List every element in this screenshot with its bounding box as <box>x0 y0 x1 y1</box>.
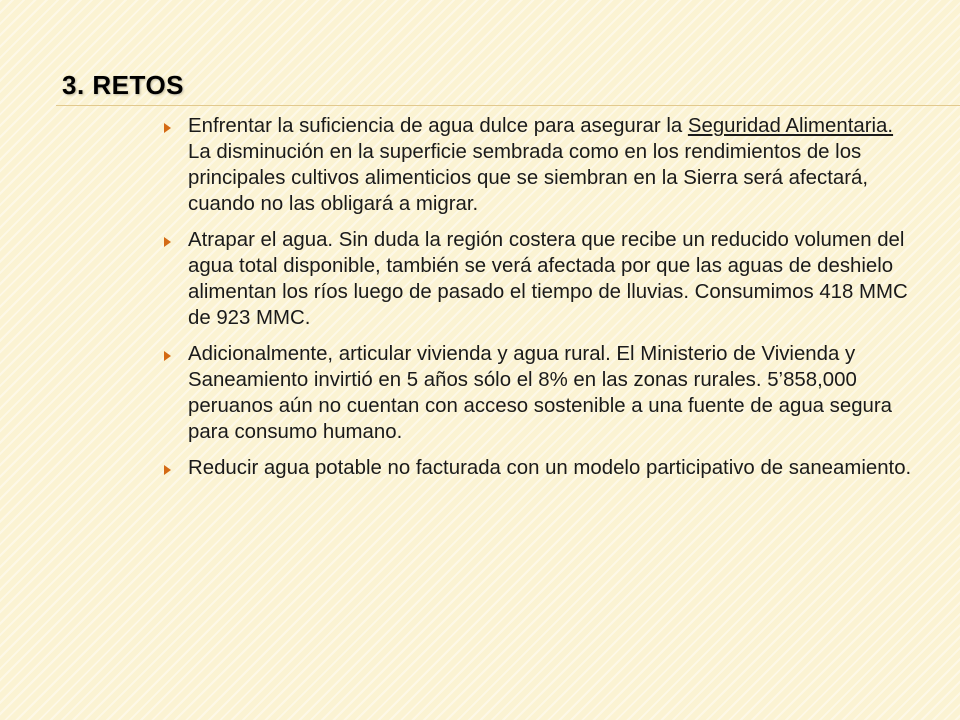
bullet-text: Enfrentar la suficiencia de agua dulce para asegurar la <box>188 115 688 137</box>
underlined-term-seguridad-alimentaria: Seguridad Alimentaria. <box>687 115 894 137</box>
bullet-arrow-icon <box>164 351 171 361</box>
bullet-text: que recibe un reducido volumen del agua total disponible, también se verá afectada por que las aguas de deshielo alimentan los ríos luego de pasado el tiempo de lluvias. Consumimos 418 MMC de 923 MMC. <box>188 229 908 329</box>
bullet-text: La disminución en la superficie sembrada como en los rendimientos de los principales cultivos alimenticios que se siembran en la Sierra será afectará, cuando no las obligará a <box>188 141 869 215</box>
bullet-arrow-icon <box>164 123 171 133</box>
bullet-text: Adicionalmente, articular vivienda y agua rural. El Ministerio de Vivienda y Saneamiento invirtió en 5 años sólo el 8% en las zonas rurales. 5’858,000 peruanos aún no cuentan con acceso sostenible a una fuente de agua segura para consumo humano. <box>188 343 893 443</box>
emphasis-term-migrar: migrar <box>415 193 473 215</box>
bullet-item-water-capture <box>160 227 920 331</box>
bullet-list <box>160 113 920 491</box>
emphasis-term-region-costera: región costera <box>446 229 576 251</box>
bullet-item-food-security <box>160 113 920 217</box>
bullet-text: . <box>472 193 479 215</box>
bullet-text: Atrapar el agua. Sin duda la <box>188 229 447 251</box>
bullet-arrow-icon <box>164 465 171 475</box>
title-divider-line <box>56 105 960 106</box>
bullet-item-rural-housing <box>160 341 920 445</box>
slide-title: 3. RETOS <box>62 70 185 100</box>
bullet-item-non-revenue-water <box>160 455 920 481</box>
bullet-text: Reducir agua potable no facturada con un modelo participativo de saneamiento. <box>188 457 912 479</box>
bullet-arrow-icon <box>164 237 171 247</box>
